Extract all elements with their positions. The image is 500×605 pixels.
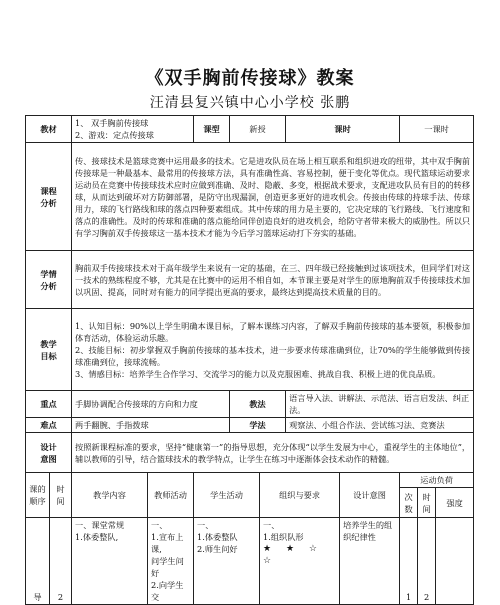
header-duration: 时间	[418, 488, 436, 518]
goals-list	[72, 309, 474, 391]
lesson-plan-table	[25, 115, 474, 605]
header-design: 设计意图	[340, 473, 400, 518]
row-organization	[260, 518, 340, 605]
difficulty-label: 难点	[26, 418, 72, 433]
analysis-row	[26, 143, 474, 251]
students-label-line1: 学情	[40, 268, 57, 279]
design-label-line2: 意图	[40, 453, 57, 464]
goals-row	[26, 309, 474, 391]
key-point-text: 手脚协调配合传接球的方向和力度	[72, 391, 230, 418]
period-value: 一课时	[400, 116, 474, 143]
difficulty-row	[26, 418, 474, 433]
row-time: 2	[50, 518, 72, 605]
goals-label-line1: 教学	[40, 338, 57, 349]
goals-label	[26, 309, 72, 391]
lesson-type-label: 课型	[194, 116, 230, 143]
goal-item: 1、认知目标：90%以上学生明确本课目标，了解本课练习内容，了解双手胸前传接球的基本要领，积极参加体育活动，体验运动乐趣。	[75, 320, 471, 343]
row-duration: 2	[418, 518, 436, 605]
schedule-header-row	[26, 473, 474, 488]
students-text: 胸前双手传接球技术对于高年级学生来说有一定的基础，在三、四年级已经接触到过该项技术，但同学们对这一技术的熟练程度不够，尤其是在比赛中的运用不相自如，本节课主要是对学生的原地胸前双手传接球技术加以巩固、提高，同时对有能力的同学提出更高的要求，最终达到提高技术质量的目的。	[72, 251, 474, 309]
header-order: 课的顺序	[26, 473, 50, 518]
header-intensity: 强度	[436, 488, 474, 518]
row-order: 导	[26, 518, 50, 605]
material-label: 教材	[26, 116, 72, 143]
method-text: 语言导入法、讲解法、示范法、语言启发法、纠正法。	[286, 391, 474, 418]
key-point-label: 重点	[26, 391, 72, 418]
header-content: 教学内容	[72, 473, 148, 518]
key-point-row	[26, 391, 474, 418]
row-count: 1	[400, 518, 418, 605]
analysis-label-line2: 分析	[40, 197, 57, 208]
header-load: 运动负荷	[400, 473, 474, 488]
header-teacher: 教师活动	[148, 473, 194, 518]
goals-label-line2: 目标	[40, 350, 57, 361]
design-label-line1: 设计	[40, 441, 57, 452]
analysis-label-line1: 课程	[40, 185, 57, 196]
row-content: 一、课堂常规 1.体委整队,	[72, 518, 148, 605]
material-list	[72, 116, 194, 143]
analysis-label	[26, 143, 72, 251]
design-row	[26, 433, 474, 473]
schedule-row	[26, 518, 474, 605]
students-label	[26, 251, 72, 309]
row-intensity	[436, 518, 474, 605]
material-item: 2、游戏：定点传接球	[75, 130, 154, 140]
document-title: 《双手胸前传接球》教案	[145, 68, 355, 89]
study-method-label: 学法	[230, 418, 286, 433]
row-student: 一、 1.体委整队 2.师生问好	[194, 518, 260, 605]
goal-item: 3、情感目标：培养学生合作学习、交流学习的能力以及克服困难、挑战自我、积极上进的优良品质。	[75, 368, 441, 379]
analysis-text: 传、接球技术是篮球竞赛中运用最多的技术。它是进攻队员在场上相互联系和组织进攻的纽带，其中双手胸前传接球是一种最基本、最常用的传接球方法，具有准确性高、容易控制，便于变化等优点。现代篮球运动要求运动员在竞赛中传接球技术应时应做到准确、及时、隐蔽、多变，根据战术要求，支配进攻队员有目的的转移球，从而达到破坏对方防御部署，是防守出现漏洞，创造更多更好的进攻机会。传接由传球的持球手法、传球用力，球的飞行路线和球的落点四种要素组成。其中传球的用力是主要的，它决定球的飞行路线、飞行速度和落点的准确性。及时的传球和准确的落点能给同伴创造良好的进攻机会，给防守者带来极大的威胁性。所以只有学习胸前双手传接球这一基本技术才能为今后学习篮球运动打下夯实的基础。	[72, 143, 474, 251]
material-item: 1、 双手胸前传接球	[75, 118, 149, 128]
period-label: 课时	[286, 116, 400, 143]
design-text: 按照新课程标准的要求，坚持“健康第一”的指导思想，充分体现“以学生发展为中心，重视学生的主体地位”，辅以教师的引导，结合篮球技术的教学特点，让学生在练习中逐渐体会技术动作的精髓。	[72, 433, 474, 473]
row-design: 培养学生的组织纪律性	[340, 518, 400, 605]
study-method-text: 观察法、小组合作法、尝试练习法、竞赛法	[286, 418, 474, 433]
students-label-line2: 分析	[40, 280, 57, 291]
difficulty-text: 两手翻腕、手指拨球	[72, 418, 230, 433]
design-label	[26, 433, 72, 473]
lesson-type-value: 新授	[230, 116, 286, 143]
method-label: 教法	[230, 391, 286, 418]
header-organization: 组织与要求	[260, 473, 340, 518]
header-count: 次数	[400, 488, 418, 518]
formation-symbols: ★ ★ ☆ ☆	[263, 544, 323, 566]
document-subtitle: 汪清县复兴镇中心小学校 张鹏	[149, 95, 351, 111]
row-organization-text: 一、 1.组织队形	[263, 520, 304, 542]
material-row	[26, 116, 474, 143]
goal-item: 2、技能目标：初步掌握双手胸前传接球的基本技术，进一步要求传球准确到位，让70%的学生能够做到传接球准确到位，接球流畅。	[75, 344, 471, 367]
row-teacher: 一、 1.宣布上课, 问学生问好 2.向学生交	[148, 518, 194, 605]
header-student: 学生活动	[194, 473, 260, 518]
header-time: 时间	[50, 473, 72, 518]
students-row	[26, 251, 474, 309]
